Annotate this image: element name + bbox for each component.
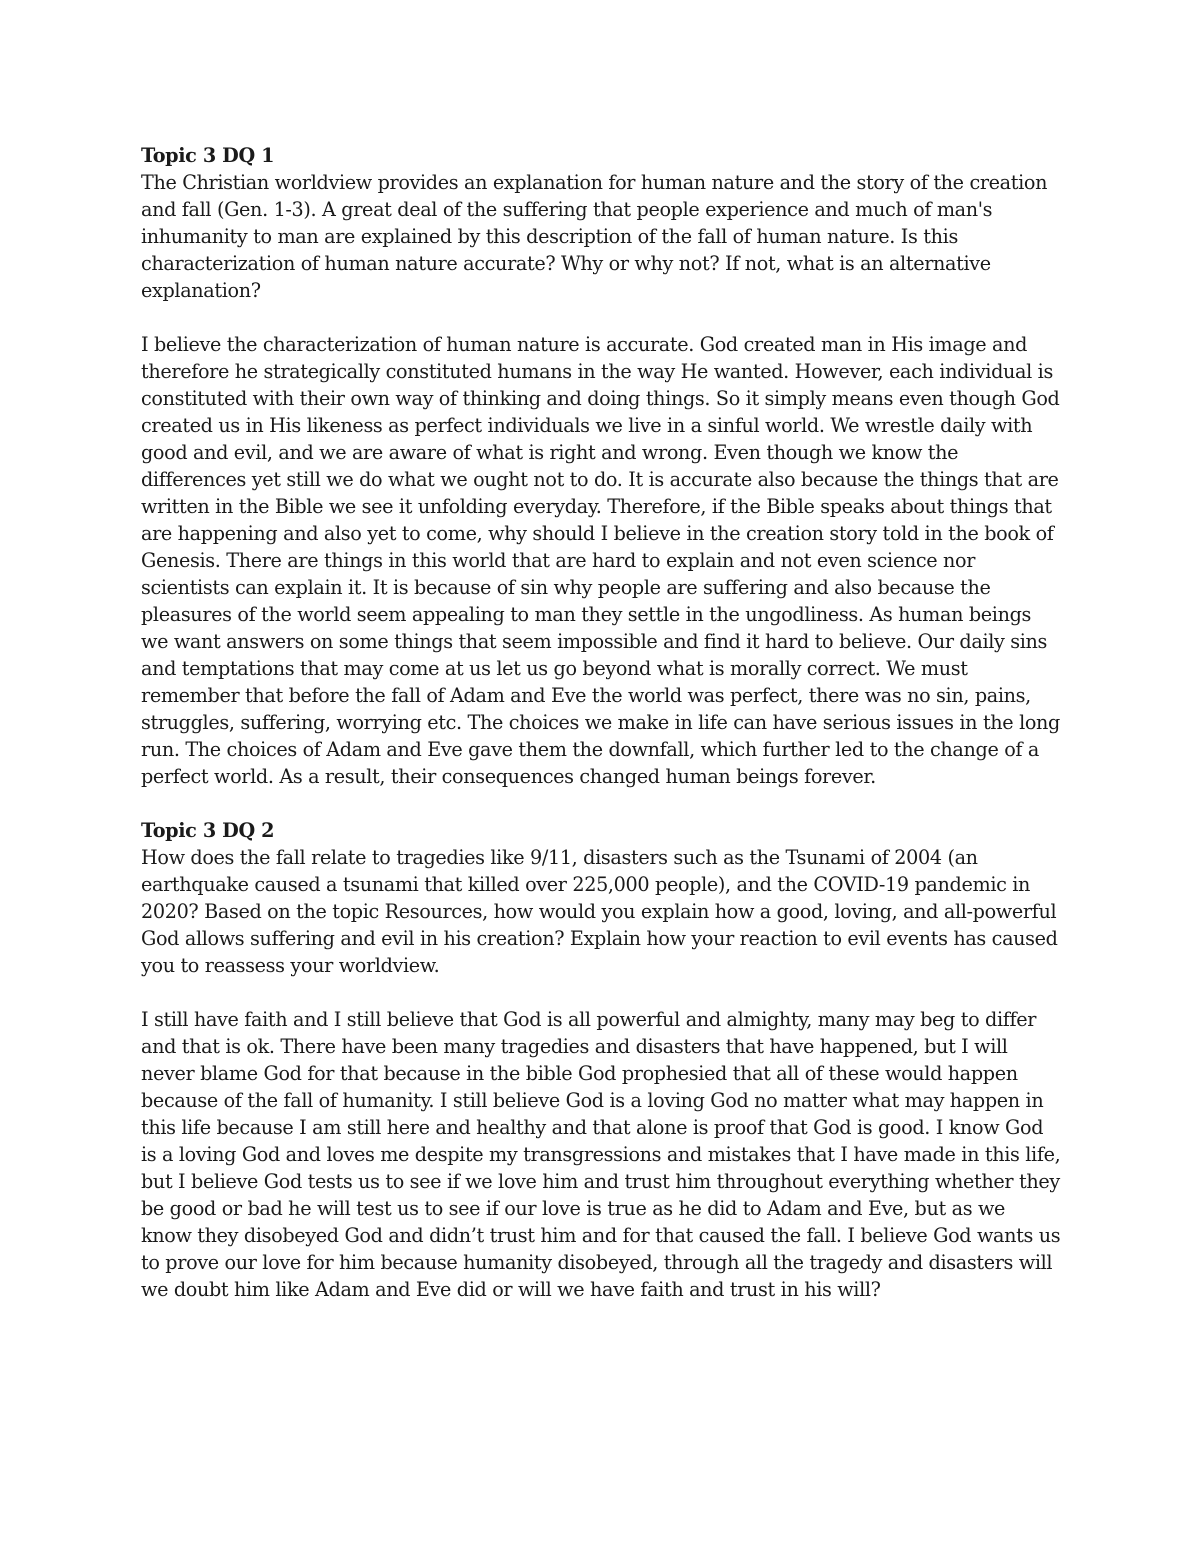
question-text: How does the fall relate to tragedies like 9/11, disasters such as the Tsunami of 2004 (an earthquake caused a tsunami that killed over 225,000 people), and the COVID-19 pandemic in 2020? Based on the topic Resources, how would you explain how a good, loving, and all-powerful God allows suffering and evil in his creation? Explain how your reaction to evil events has caused you to reassess your worldview. [141, 846, 1058, 977]
paragraph-spacer [141, 304, 1061, 331]
section-heading: Topic 3 DQ 2 [141, 819, 275, 842]
section-topic-3-dq-2 [141, 817, 1061, 1303]
section-heading: Topic 3 DQ 1 [141, 144, 275, 167]
document-page [141, 142, 1061, 1303]
section-spacer [141, 790, 1061, 817]
answer-text: I still have faith and I still believe that God is all powerful and almighty, many may beg to differ and that is ok. There have been many tragedies and disasters that have happened, but I will never blame God for that because in the bible God prophesied that all of these would happen because of the fall of humanity. I still believe God is a loving God no matter what may happen in this life because I am still here and healthy and that alone is proof that God is good. I know God is a loving God and loves me despite my transgressions and mistakes that I have made in this life, but I believe God tests us to see if we love him and trust him throughout everything whether they be good or bad he will test us to see if our love is true as he did to Adam and Eve, but as we know they disobeyed God and didn’t trust him and for that caused the fall. I believe God wants us to prove our love for him because humanity disobeyed, through all the tragedy and disasters will we doubt him like Adam and Eve did or will we have faith and trust in his will? [141, 1008, 1061, 1301]
question-text: The Christian worldview provides an explanation for human nature and the story of the creation and fall (Gen. 1-3). A great deal of the suffering that people experience and much of man's inhumanity to man are explained by this description of the fall of human nature. Is this characterization of human nature accurate? Why or why not? If not, what is an alternative explanation? [141, 171, 1048, 302]
answer-text: I believe the characterization of human nature is accurate. God created man in His image and therefore he strategically constituted humans in the way He wanted. However, each individual is constituted with their own way of thinking and doing things. So it simply means even though God created us in His likeness as perfect individuals we live in a sinful world. We wrestle daily with good and evil, and we are aware of what is right and wrong. Even though we know the differences yet still we do what we ought not to do. It is accurate also because the things that are written in the Bible we see it unfolding everyday. Therefore, if the Bible speaks about things that are happening and also yet to come, why should I believe in the creation story told in the book of Genesis. There are things in this world that are hard to explain and not even science nor scientists can explain it. It is because of sin why people are suffering and also because the pleasures of the world seem appealing to man they settle in the ungodliness. As human beings we want answers on some things that seem impossible and find it hard to believe. Our daily sins and temptations that may come at us let us go beyond what is morally correct. We must remember that before the fall of Adam and Eve the world was perfect, there was no sin, pains, struggles, suffering, worrying etc. The choices we make in life can have serious issues in the long run. The choices of Adam and Eve gave them the downfall, which further led to the change of a perfect world. As a result, their consequences changed human beings forever. [141, 333, 1060, 788]
section-topic-3-dq-1 [141, 142, 1061, 790]
paragraph-spacer [141, 979, 1061, 1006]
